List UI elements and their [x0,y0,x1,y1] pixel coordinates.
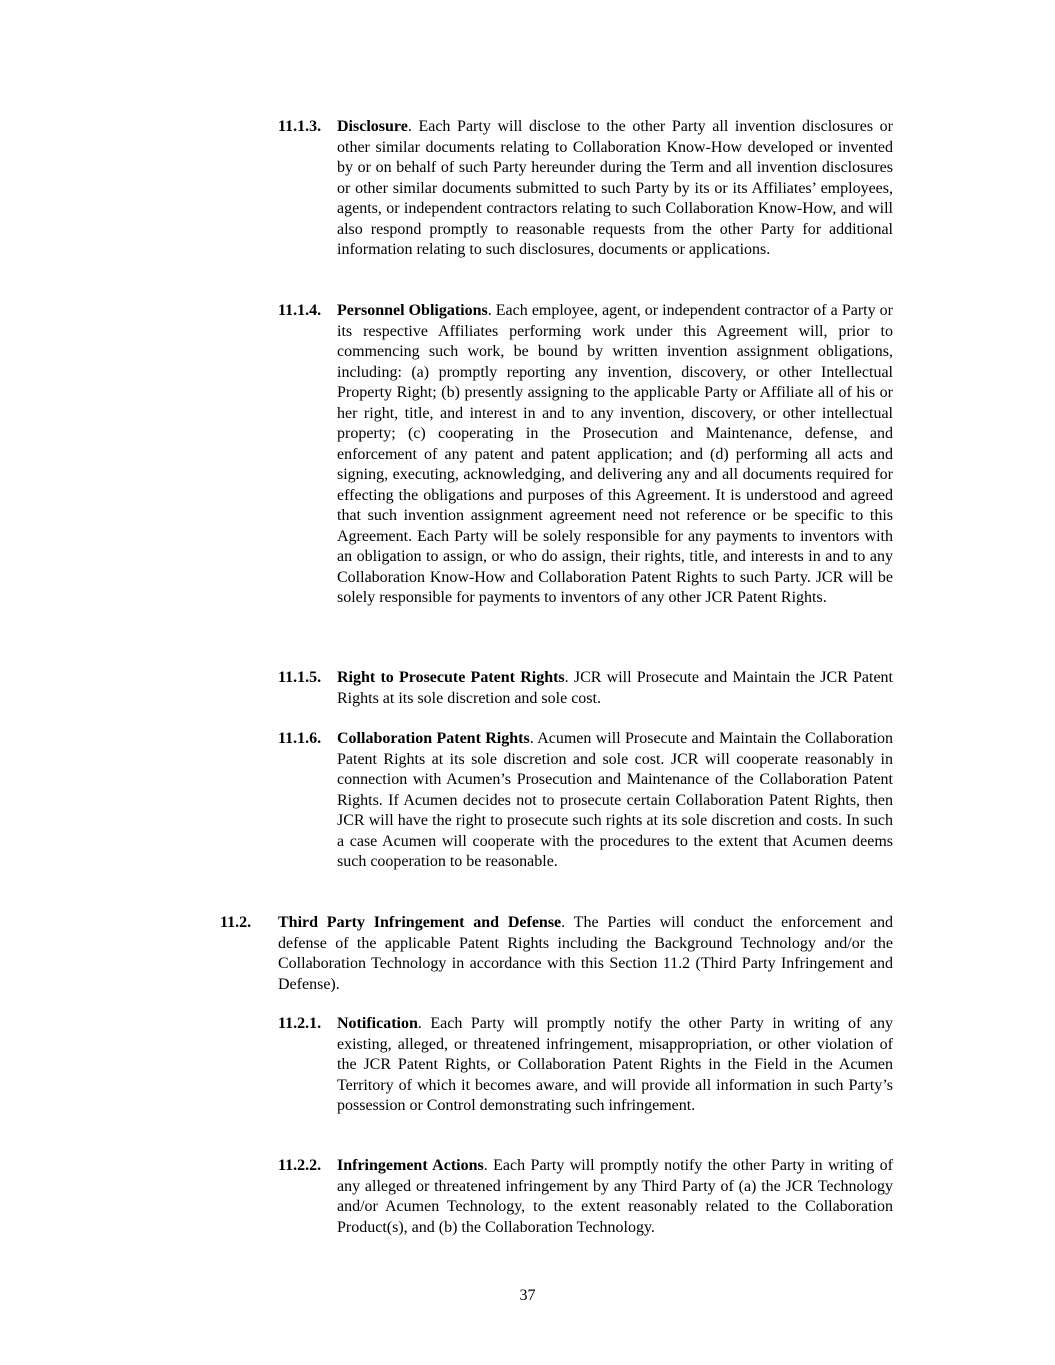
clause-text: . The Parties will conduct the enforcement and defense of the applicable Patent Rights including the Background Technology and/or the Collaboration Technology in accordance with this Section 11.2 (Third Party Infringement and Defense). [278,914,894,993]
page-number: 37 [519,1287,536,1304]
clause-11-2 [220,913,893,995]
clause-body [337,301,893,609]
clause-body [337,729,893,873]
clause-heading: Collaboration Patent Rights [337,730,530,747]
clause-heading: Notification [337,1015,418,1032]
clause-heading: Disclosure [337,118,408,135]
clause-number: 11.1.5. [278,669,322,686]
clause-11-1-5 [278,668,893,709]
clause-number: 11.1.6. [278,730,322,747]
clause-number: 11.2.2. [278,1157,322,1174]
clause-body [337,1156,893,1238]
clause-number: 11.1.3. [278,118,322,135]
clause-text: . Each Party will disclose to the other Party all invention disclosures or other similar documents relating to Collaboration Know-How developed or invented by or on behalf of such Party hereunder during the Term and all invention disclosures or other similar documents submitted to such Party by its or its Affiliates’ employees, agents, or independent contractors relating to such Collaboration Know-How, and will also respond promptly to reasonable requests from the other Party for additional information relating to such disclosures, documents or applications. [337,118,893,258]
clause-heading: Third Party Infringement and Defense [278,914,562,931]
clause-body [337,117,893,261]
clause-number: 11.2.1. [278,1015,322,1032]
clause-body [278,913,893,995]
clause-text: . JCR will Prosecute and Maintain the JCR Patent Rights at its sole discretion and sole cost. [337,669,893,707]
clause-11-2-2 [278,1156,893,1238]
clause-body [337,668,893,709]
clause-heading: Right to Prosecute Patent Rights [337,669,565,686]
clause-number: 11.1.4. [278,302,322,319]
clause-11-1-3 [278,117,893,261]
clause-text: . Each employee, agent, or independent contractor of a Party or its respective Affiliates performing work under this Agreement will, prior to commencing such work, be bound by written invention assignment obligations, including: (a) promptly reporting any invention, discovery, or other Intellectual Property Right; (b) presently assigning to the applicable Party or Affiliate all of his or her right, title, and interest in and to any invention, discovery, or other intellectual property; (c) cooperating in the Prosecution and Maintenance, defense, and enforcement of any patent and patent application; and (d) performing all acts and signing, executing, acknowledging, and delivering any and all documents required for effecting the obligations and purposes of this Agreement. It is understood and agreed that such invention assignment agreement need not reference or be specific to this Agreement. Each Party will be solely responsible for any payments to inventors with an obligation to assign, or who do assign, their rights, title, and interests in and to any Collaboration Know-How and Collaboration Patent Rights to such Party. JCR will be solely responsible for payments to inventors of any other JCR Patent Rights. [337,302,893,606]
clause-text: . Each Party will promptly notify the other Party in writing of any existing, alleged, or threatened infringement, misappropriation, or other violation of the JCR Patent Rights, or Collaboration Patent Rights in the Field in the Acumen Territory of which it becomes aware, and will provide all information in such Party’s possession or Control demonstrating such infringement. [337,1015,893,1114]
clause-heading: Personnel Obligations [337,302,488,319]
clause-text: . Acumen will Prosecute and Maintain the Collaboration Patent Rights at its sole discretion and sole cost. JCR will cooperate reasonably in connection with Acumen’s Prosecution and Maintenance of the Collaboration Patent Rights. If Acumen decides not to prosecute certain Collaboration Patent Rights, then JCR will have the right to prosecute such rights at its sole discretion and costs. In such a case Acumen will cooperate with the procedures to the extent that Acumen deems such cooperation to be reasonable. [337,730,894,870]
clause-11-1-4 [278,301,893,609]
clause-number: 11.2. [220,914,252,931]
clause-text: . Each Party will promptly notify the other Party in writing of any alleged or threatened infringement by any Third Party of (a) the JCR Technology and/or Acumen Technology, to the extent reasonably related to the Collaboration Product(s), and (b) the Collaboration Technology. [337,1157,894,1236]
clause-11-2-1 [278,1014,893,1117]
clause-body [337,1014,893,1117]
clause-11-1-6 [278,729,893,873]
clause-heading: Infringement Actions [337,1157,484,1174]
